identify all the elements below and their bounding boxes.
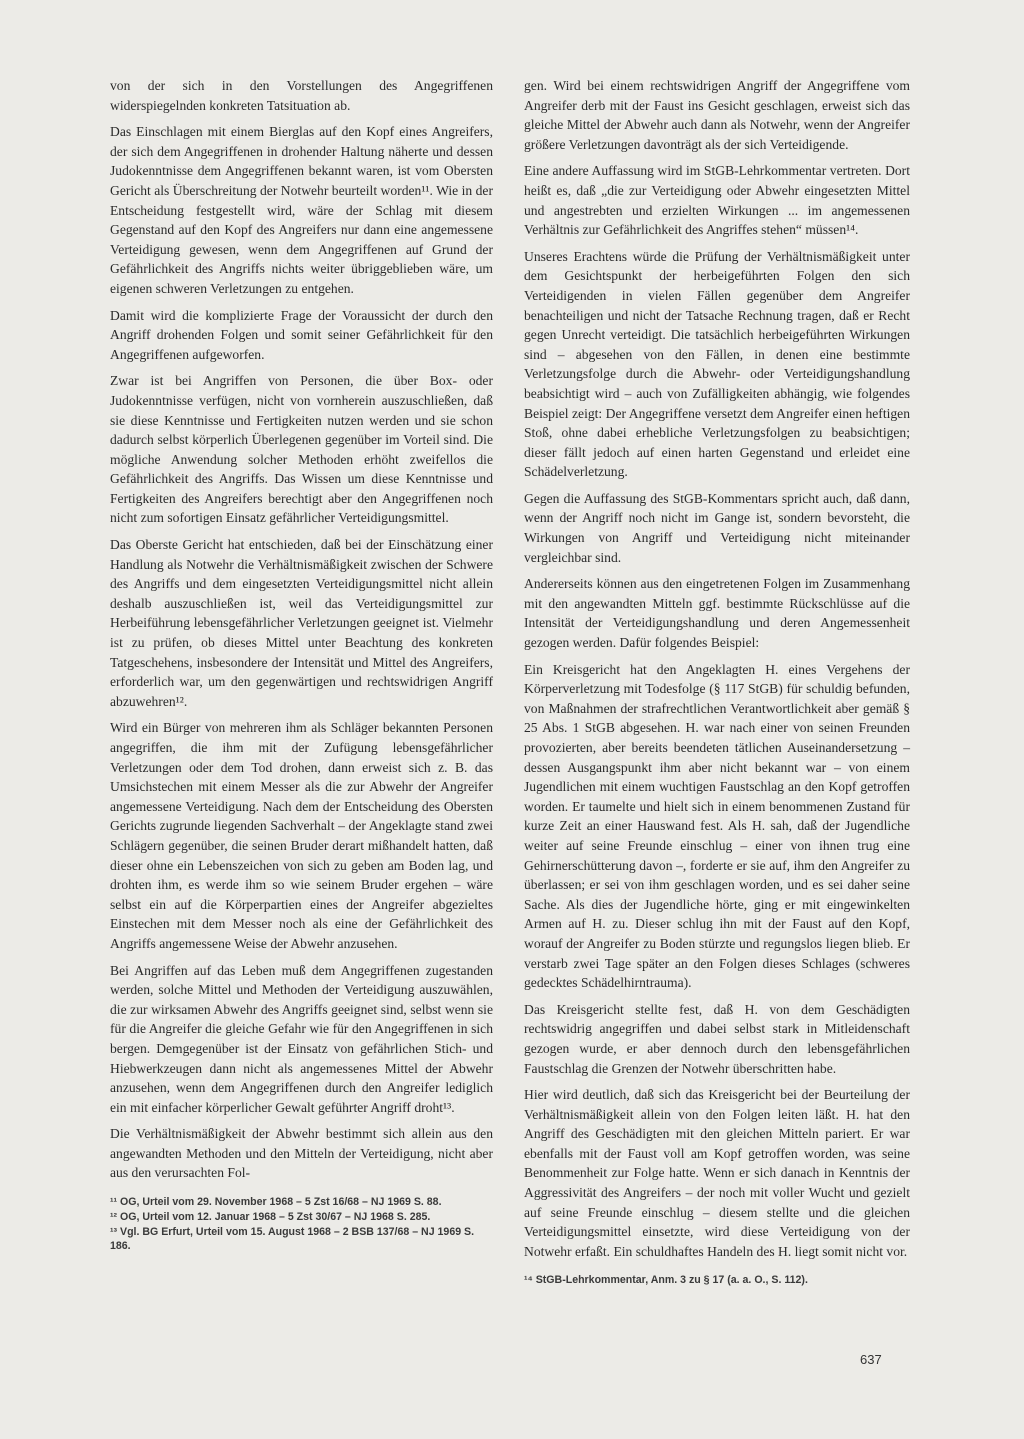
paragraph: Hier wird deutlich, daß sich das Kreisgericht bei der Beurteilung der Verhältnismäßigkeit allein von den Folgen leiten läßt. H. hat den Angriff des Geschädigten mit den gleichen Mitteln pariert. Er war ebenfalls mit der Faust voll am Kopf getroffen worden, was seine Benommenheit zur Folge hatte. Wenn er sich danach in Kenntnis der Aggressivität des Angreifers – der noch mit voller Wucht und gezielt auf seine Freunde einschlug – diesem stellte und die gleichen Verteidigungsmittel einsetzte, wird diese Verteidigung von der Notwehr erfaßt. Ein schuldhaftes Handeln des H. liegt somit nicht vor.	[524, 1087, 910, 1259]
right-column	[524, 76, 910, 1288]
paragraph: Eine andere Auffassung wird im StGB-Lehrkommentar vertreten. Dort heißt es, daß „die zur Verteidigung oder Abwehr eingesetzten Mittel und angestrebten und erzielten Wirkungen ... im angemessenen Verhältnis zur Gefährlichkeit des Angriffes stehen“ müssen¹⁴.	[524, 163, 910, 238]
paragraph: Bei Angriffen auf das Leben muß dem Angegriffenen zugestanden werden, solche Mittel und Methoden der Verteidigung auszuwählen, die zur wirksamen Abwehr des Angriffs geeignet sind, selbst wenn sie für die Angreifer die gleiche Gefahr wie für den Angegriffenen in sich bergen. Demgegenüber ist der Einsatz von gefährlichen Stich- und Hiebwerkzeugen dann nicht als angemessenes Mittel der Abwehr anzusehen, wenn dem Angegriffenen durch den Angreifer lediglich ein mit einfacher körperlicher Gewalt geführter Angriff droht¹³.	[110, 962, 493, 1115]
left-column	[110, 76, 493, 1254]
paragraph: Unseres Erachtens würde die Prüfung der Verhältnismäßigkeit unter dem Gesichtspunkt der herbeigeführten Folgen den sich Verteidigenden in vielen Fällen gegenüber dem Angreifer benachteiligen und nicht der Tatsache Rechnung tragen, daß er Recht gegen Unrecht verteidigt. Die tatsächlich herbeigeführten Wirkungen sind – abgesehen von den Fällen, in denen eine bestimmte Verletzungsfolge durch die Abwehr- oder Verteidigungshandlung beabsichtigt wird – auch von Zufälligkeiten abhängig, wie folgendes Beispiel zeigt: Der Angegriffene versetzt dem Angreifer einen heftigen Stoß, ohne dabei erhebliche Verletzungsfolgen zu beabsichtigen; dieser fällt jedoch auf einen harten Gegenstand und erleidet eine Schädelverletzung.	[524, 248, 910, 480]
paragraph: Andererseits können aus den eingetretenen Folgen im Zusammenhang mit den angewandten Mitteln ggf. bestimmte Rückschlüsse auf die Intensität der Verteidigungshandlung und deren Angemessenheit gezogen werden. Dafür folgendes Beispiel:	[524, 576, 910, 651]
footnote: ¹³ Vgl. BG Erfurt, Urteil vom 15. August 1968 – 2 BSB 137/68 – NJ 1969 S. 186.	[110, 1226, 475, 1253]
paragraph: Das Oberste Gericht hat entschieden, daß bei der Einschätzung einer Handlung als Notwehr die Verhältnismäßigkeit zwischen der Schwere des Angriffs und dem eingesetzten Verteidigungsmittel nicht allein deshalb auszuschließen ist, weil das Verteidigungsmittel zur Herbeiführung lebensgefährlicher Verletzungen geeignet ist. Vielmehr ist zu prüfen, ob dieses Mittel unter Beachtung des konkreten Tatgeschehens, insbesondere der Intensität und Mittel des Angreifers, erforderlich war, um den gegenwärtigen und rechtswidrigen Angriff abzuwehren¹².	[110, 537, 493, 709]
paragraph: Wird ein Bürger von mehreren ihm als Schläger bekannten Personen angegriffen, die ihm mit der Zufügung lebensgefährlicher Verletzungen oder dem Tod drohen, dann erweist sich z. B. das Umsichstechen mit einem Messer als die zur Abwehr der Angreifer angemessene Verteidigung. Nach dem der Entscheidung des Obersten Gerichts zugrunde liegenden Sachverhalt – der Angeklagte stand zwei Schlägern gegenüber, die seinen Bruder derart mißhandelt hatten, daß dieser ohne ein Lebenszeichen von sich zu geben am Boden lag, und drohten ihm, es werde ihm so wie seinem Bruder ergehen – wäre selbst ein auf die Körperpartien eines der Angreifer abgezieltes Einstechen mit dem Messer noch als eine der Gefährlichkeit des Angriffs angemessene Weise der Abwehr anzusehen.	[110, 720, 493, 951]
paragraph: Die Verhältnismäßigkeit der Abwehr bestimmt sich allein aus den angewandten Methoden und den Mitteln der Verteidigung, nicht aber aus den verursachten Fol-	[110, 1126, 493, 1181]
paragraph: Damit wird die komplizierte Frage der Voraussicht der durch den Angriff drohenden Folgen und somit seiner Gefährlichkeit für den Angegriffenen aufgeworfen.	[110, 307, 493, 362]
paragraph: Das Einschlagen mit einem Bierglas auf den Kopf eines Angreifers, der sich dem Angegriffenen in drohender Haltung näherte und dessen Judokenntnisse dem Angegriffenen bekannt waren, ist vom Obersten Gericht als Überschreitung der Notwehr beurteilt worden¹¹. Wie in der Entscheidung festgestellt wird, wäre der Schlag mit diesem Gegenstand auf den Kopf des Angreifers nur dann eine angemessene Verteidigung gewesen, wenn dem Angegriffenen auf Grund der Gefährlichkeit des Angriffs nichts weiter übriggeblieben wäre, um eigenen schweren Verletzungen zu entgehen.	[110, 124, 493, 296]
footnotes-right	[524, 1273, 910, 1287]
paragraph: Gegen die Auffassung des StGB-Kommentars spricht auch, daß dann, wenn der Angriff noch nicht im Gange ist, sondern bevorsteht, die Wirkungen von Angriff und Verteidigung nicht miteinander vergleichbar sind.	[524, 490, 910, 565]
page-number: 637	[860, 1352, 882, 1367]
paragraph: gen. Wird bei einem rechtswidrigen Angriff der Angegriffene vom Angreifer derb mit der Faust ins Gesicht geschlagen, erweist sich das gleiche Mittel der Abwehr auch dann als Notwehr, wenn der Angreifer größere Verletzungen davonträgt als der sich Verteidigende.	[524, 78, 910, 152]
paragraph: von der sich in den Vorstellungen des Angegriffenen widerspiegelnden konkreten Tatsituation ab.	[110, 78, 493, 113]
paragraph: Ein Kreisgericht hat den Angeklagten H. eines Vergehens der Körperverletzung mit Todesfolge (§ 117 StGB) für schuldig befunden, von Maßnahmen der strafrechtlichen Verantwortlichkeit aber gemäß § 25 Abs. 1 StGB abgesehen. H. war nach einer von seinen Freunden provozierten, aber bereits beendeten tätlichen Auseinandersetzung – dessen Ausgangspunkt ihm aber nicht bekannt war – von einem Jugendlichen mit einem wuchtigen Faustschlag an den Kopf getroffen worden. Er taumelte und hielt sich in einem benommenen Zustand für kurze Zeit an einer Hauswand fest. Als H. sah, daß der Jugendliche weiter auf seine Freunde einschlug – einer von ihnen trug eine Gehirnerschütterung davon –, forderte er sie auf, ihm den Angreifer zu überlassen; er sei von ihm geschlagen worden, und es sei daher seine Sache. Als dies der Jugendliche hörte, ging er mit eingewinkelten Armen auf H. zu. Dieser schlug ihn mit der Faust auf den Kopf, worauf der Angreifer zu Boden stürzte und regungslos liegen blieb. Er verstarb zwei Tage später an den Folgen dieses Schlages (schweres gedecktes Schädelhirntrauma).	[524, 661, 910, 991]
footnote: ¹¹ OG, Urteil vom 29. November 1968 – 5 Zst 16/68 – NJ 1969 S. 88.	[110, 1196, 442, 1209]
footnote: ¹² OG, Urteil vom 12. Januar 1968 – 5 Zst 30/67 – NJ 1968 S. 285.	[110, 1211, 431, 1224]
footnotes-left	[110, 1195, 493, 1253]
paragraph: Das Kreisgericht stellte fest, daß H. von dem Geschädigten rechtswidrig angegriffen und dabei selbst stark in Mitleidenschaft gezogen wurde, er aber dennoch durch den lebensgefährlichen Faustschlag die Grenzen der Notwehr überschritten habe.	[524, 1001, 910, 1076]
paragraph: Zwar ist bei Angriffen von Personen, die über Box- oder Judokenntnisse verfügen, nicht von vornherein auszuschließen, daß sie diese Kenntnisse und Fertigkeiten nutzen werden und sie schon dadurch selbst körperlich Überlegenen gegenüber im Vorteil sind. Die mögliche Anwendung solcher Methoden erhöht zweifellos die Gefährlichkeit des Angriffs. Das Wissen um diese Kenntnisse und Fertigkeiten des Angreifers berechtigt aber den Angegriffenen noch nicht zum sofortigen Einsatz gefährlicher Verteidigungsmittel.	[110, 373, 493, 526]
footnote: ¹⁴ StGB-Lehrkommentar, Anm. 3 zu § 17 (a. a. O., S. 112).	[524, 1274, 808, 1287]
